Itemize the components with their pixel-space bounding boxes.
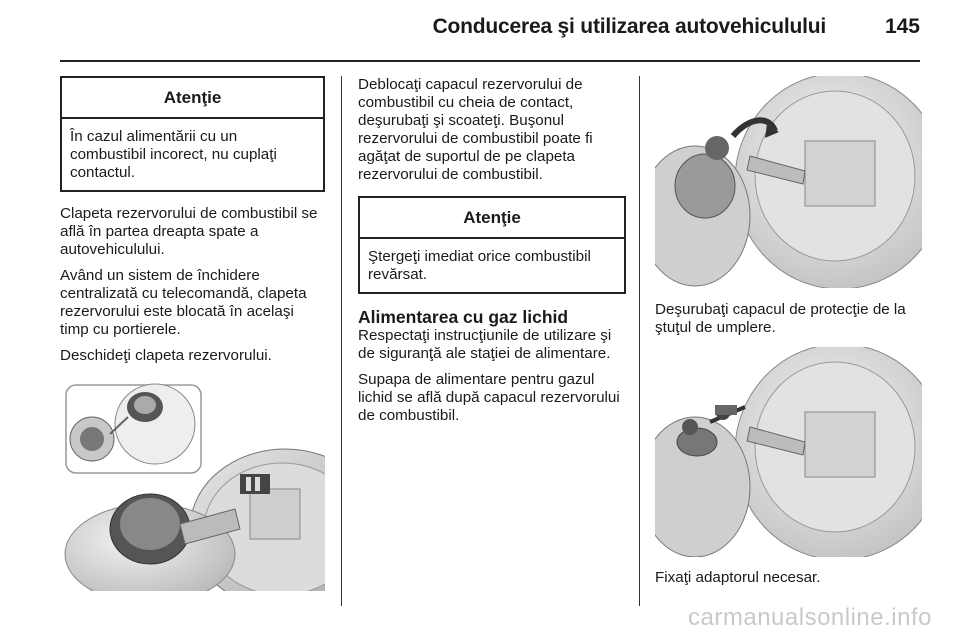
warning-title: Atenţie (360, 198, 624, 239)
paragraph: Supapa de alimentare pentru gazul lichid se află după capacul rezervorului de combustibil. (358, 371, 620, 424)
fuel-flap-illustration (60, 379, 325, 591)
figure-caption: Deşurubaţi capacul de protecţie de la ştuţul de umplere. (655, 301, 906, 336)
paragraph: Clapeta rezervorului de combustibil se află în partea dreapta spate a autovehiculului. (60, 205, 318, 258)
warning-title: Atenţie (62, 78, 323, 119)
filler-cap-illustration (655, 76, 922, 288)
section-title: Alimentarea cu gaz lichid (358, 307, 569, 327)
column-divider (639, 76, 640, 606)
warning-text: În cazul alimentării cu un combustibil incorect, nu cuplaţi contactul. (70, 128, 277, 181)
paragraph: Respectaţi instrucţiunile de utilizare şi de siguranţă ale staţiei de alimentare. (358, 327, 612, 362)
warning-box (358, 196, 626, 294)
warning-text: Ştergeţi imediat orice combustibil revărsat. (368, 248, 591, 283)
page-header (60, 0, 920, 62)
warning-box (60, 76, 325, 192)
adapter-illustration (655, 347, 922, 557)
column-divider (341, 76, 342, 606)
column-1 (60, 76, 325, 591)
paragraph: Deschideţi clapeta rezervorului. (60, 347, 272, 364)
figure-caption: Fixaţi adaptorul necesar. (655, 569, 821, 586)
page-number: 145 (884, 15, 920, 38)
paragraph: Având un sistem de închidere centralizată cu telecomandă, clapeta rezervorului este blocată în acelaşi timp cu portierele. (60, 267, 307, 338)
column-3 (655, 76, 922, 595)
paragraph: Deblocaţi capacul rezervorului de combustibil cu cheia de contact, deşurubaţi şi scoateţi. Buşonul rezervorului de combustibil poate fi agăţat de suportul de pe clapeta rezervorului de combustibil. (358, 76, 593, 183)
header-title: Conducerea şi utilizarea autovehiculului (432, 15, 826, 38)
watermark: carmanualsonline.info (688, 604, 932, 631)
column-2 (358, 76, 626, 433)
